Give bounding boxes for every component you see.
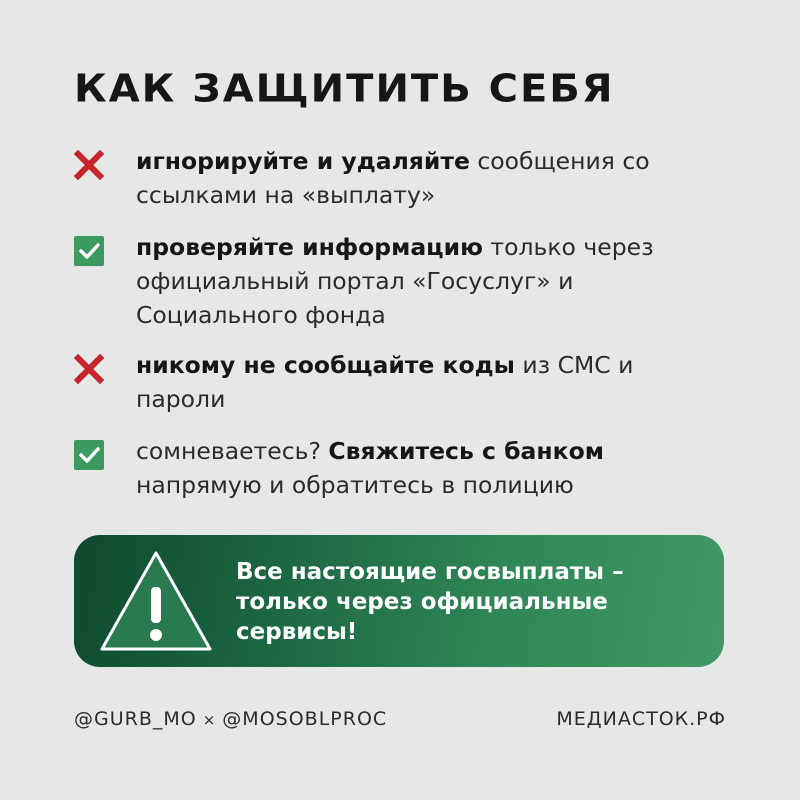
page-title: КАК ЗАЩИТИТЬ СЕБЯ: [74, 67, 615, 111]
item-rest-text: только через официальный портал «Госуслуг» и Социального фонда: [136, 233, 654, 329]
check-icon: [74, 440, 104, 470]
item-bold-text: Свяжитесь с банком: [328, 437, 604, 465]
banner-text: Все настоящие госвыплаты – только через официальные сервисы!: [236, 559, 624, 645]
warning-triangle-icon: [96, 547, 216, 657]
cross-icon: [74, 354, 104, 384]
item-text: [136, 348, 706, 416]
footer-accounts: [74, 708, 387, 730]
notice-banner: [74, 535, 724, 667]
list-item: [74, 230, 714, 334]
item-rest-text: из СМС и пароли: [136, 351, 634, 413]
item-bold-text: игнорируйте и удаляйте: [136, 147, 470, 175]
list-item: [74, 144, 714, 216]
list-item: [74, 348, 714, 420]
list-item: [74, 434, 714, 506]
item-text: [136, 434, 706, 502]
check-icon: [74, 236, 104, 266]
footer-site-link[interactable]: МЕДИАСТОК.РФ: [556, 708, 726, 730]
item-bold-text: проверяйте информацию: [136, 233, 483, 261]
footer-account-link[interactable]: @GURB_MO: [74, 708, 197, 730]
item-text: [136, 230, 706, 332]
footer-separator: ×: [202, 711, 217, 729]
cross-icon: [74, 150, 104, 180]
footer-account-link[interactable]: @MOSOBLPROC: [222, 708, 388, 730]
item-pre-text: сомневаетесь?: [136, 437, 329, 465]
item-bold-text: никому не сообщайте коды: [136, 351, 515, 379]
item-rest-text: сообщения со ссылками на «выплату»: [136, 147, 650, 209]
item-text: [136, 144, 706, 212]
item-rest-text: напрямую и обратитесь в полицию: [136, 471, 574, 499]
